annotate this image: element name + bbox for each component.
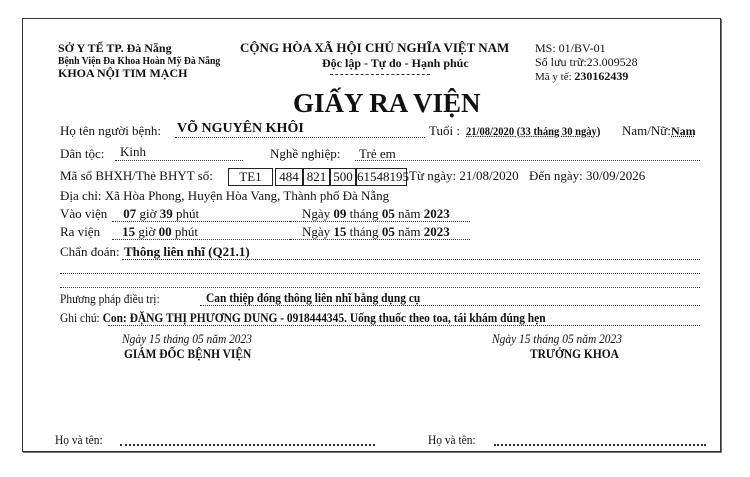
discharge-minute: 00 (158, 224, 172, 239)
director-name-dots (120, 444, 375, 446)
diagnosis-value: Thông liên nhĩ (Q21.1) (124, 244, 250, 259)
discharge-row (60, 225, 198, 239)
note-dots (108, 325, 700, 326)
director-sign-date: Ngày 15 tháng 05 năm 2023 (122, 331, 252, 346)
patient-address: Địa chỉ: Xã Hòa Phong, Huyện Hòa Vang, Thành phố Đà Nẵng (60, 188, 390, 203)
medical-code (535, 69, 628, 84)
admission-dots (112, 221, 292, 222)
admission-date-dots (290, 221, 470, 222)
admission-date (302, 207, 450, 221)
month-label: tháng (349, 206, 379, 221)
admission-year: 2023 (423, 206, 450, 221)
page-title: GIẤY RA VIỆN (293, 88, 481, 118)
insurance-part: 500 (330, 168, 356, 186)
patient-age: 21/08/2020 (33 tháng 30 ngày) (466, 124, 601, 138)
discharge-month: 05 (381, 224, 395, 239)
diagnosis-label: Chẩn đoán: (60, 244, 120, 259)
discharge-date (302, 225, 450, 239)
director-name-label: Họ và tên: (55, 432, 103, 447)
note (60, 311, 546, 325)
discharge-year: 2023 (423, 224, 450, 239)
patient-sex: Nam (671, 124, 696, 138)
head-title: TRƯỞNG KHOA (530, 346, 619, 361)
national-title: CỘNG HÒA XÃ HỘI CHỦ NGHĨA VIỆT NAM (240, 40, 510, 55)
department-name: KHOA NỘI TIM MẠCH (58, 66, 188, 80)
day-label: Ngày (302, 206, 331, 221)
form-code: MS: 01/BV-01 (535, 41, 606, 55)
name-label: Họ tên người bệnh: (60, 123, 161, 138)
treatment-dots (200, 305, 700, 306)
motto: Độc lập - Tự do - Hạnh phúc (322, 56, 469, 70)
insurance-label: Mã số BHXH/Thẻ BHYT số: (60, 168, 213, 183)
motto-underline (330, 74, 430, 75)
hour-unit: giờ (139, 206, 157, 221)
hospital-name: Bệnh Viện Đa Khoa Hoàn Mỹ Đà Nẵng (58, 55, 221, 67)
medical-code-label: Mã y tế: (535, 71, 572, 83)
insurance-valid-from: Từ ngày: 21/08/2020 (409, 168, 519, 183)
minute-unit: phút (174, 224, 198, 239)
year-label: năm (398, 224, 421, 239)
blank-line (60, 273, 700, 274)
insurance-part: 821 (303, 168, 330, 186)
discharge-date-dots (290, 239, 470, 240)
patient-name: VÕ NGUYÊN KHÔI (177, 121, 304, 136)
hour-unit: giờ (138, 224, 156, 239)
minute-unit: phút (176, 206, 200, 221)
note-label: Ghi chú: (60, 310, 100, 325)
day-label: Ngày (302, 224, 331, 239)
insurance-part: 61548195 (357, 169, 409, 184)
admission-label: Vào viện (60, 206, 108, 221)
admission-day: 09 (333, 206, 347, 221)
head-sign-date: Ngày 15 tháng 05 năm 2023 (492, 331, 622, 346)
discharge-day: 15 (333, 224, 347, 239)
admission-minute: 39 (159, 206, 173, 221)
health-department: SỞ Y TẾ TP. Đà Nẵng (58, 41, 172, 55)
name-dots (175, 137, 425, 138)
head-name-dots (494, 444, 706, 446)
patient-ethnicity: Kinh (120, 144, 146, 159)
sex-label: Nam/Nữ: (622, 123, 671, 138)
job-dots (355, 160, 700, 161)
job-label: Nghề nghiệp: (270, 146, 341, 161)
month-label: tháng (349, 224, 379, 239)
insurance-part: TE1 (228, 168, 273, 186)
year-label: năm (398, 206, 421, 221)
blank-line (60, 287, 700, 288)
treatment-value: Can thiệp đóng thông liên nhĩ bằng dụng cụ (206, 290, 421, 305)
medical-code-value: 230162439 (574, 69, 629, 83)
discharge-dots (112, 239, 292, 240)
director-title: GIÁM ĐỐC BỆNH VIỆN (124, 346, 252, 361)
admission-month: 05 (381, 206, 395, 221)
treatment-label: Phương pháp điều trị: (60, 291, 160, 306)
ethnicity-dots (115, 160, 243, 161)
discharge-label: Ra viện (60, 224, 101, 239)
ethnicity-label: Dân tộc: (60, 146, 105, 161)
patient-job: Trẻ em (359, 146, 396, 161)
insurance-valid-to: Đến ngày: 30/09/2026 (529, 168, 646, 183)
admission-row (60, 207, 199, 221)
archive-number: Số lưu trữ:23.009528 (535, 55, 638, 69)
admission-hour: 07 (123, 206, 137, 221)
diagnosis-dots (122, 259, 700, 260)
head-name-label: Họ và tên: (428, 432, 476, 447)
insurance-part: 484 (275, 168, 303, 186)
age-label: Tuổi : (429, 123, 460, 138)
discharge-hour: 15 (122, 224, 136, 239)
note-value: Con: ĐẶNG THỊ PHƯƠNG DUNG - 0918444345. Uống thuốc theo toa, tái khám đúng hẹn (102, 310, 546, 325)
